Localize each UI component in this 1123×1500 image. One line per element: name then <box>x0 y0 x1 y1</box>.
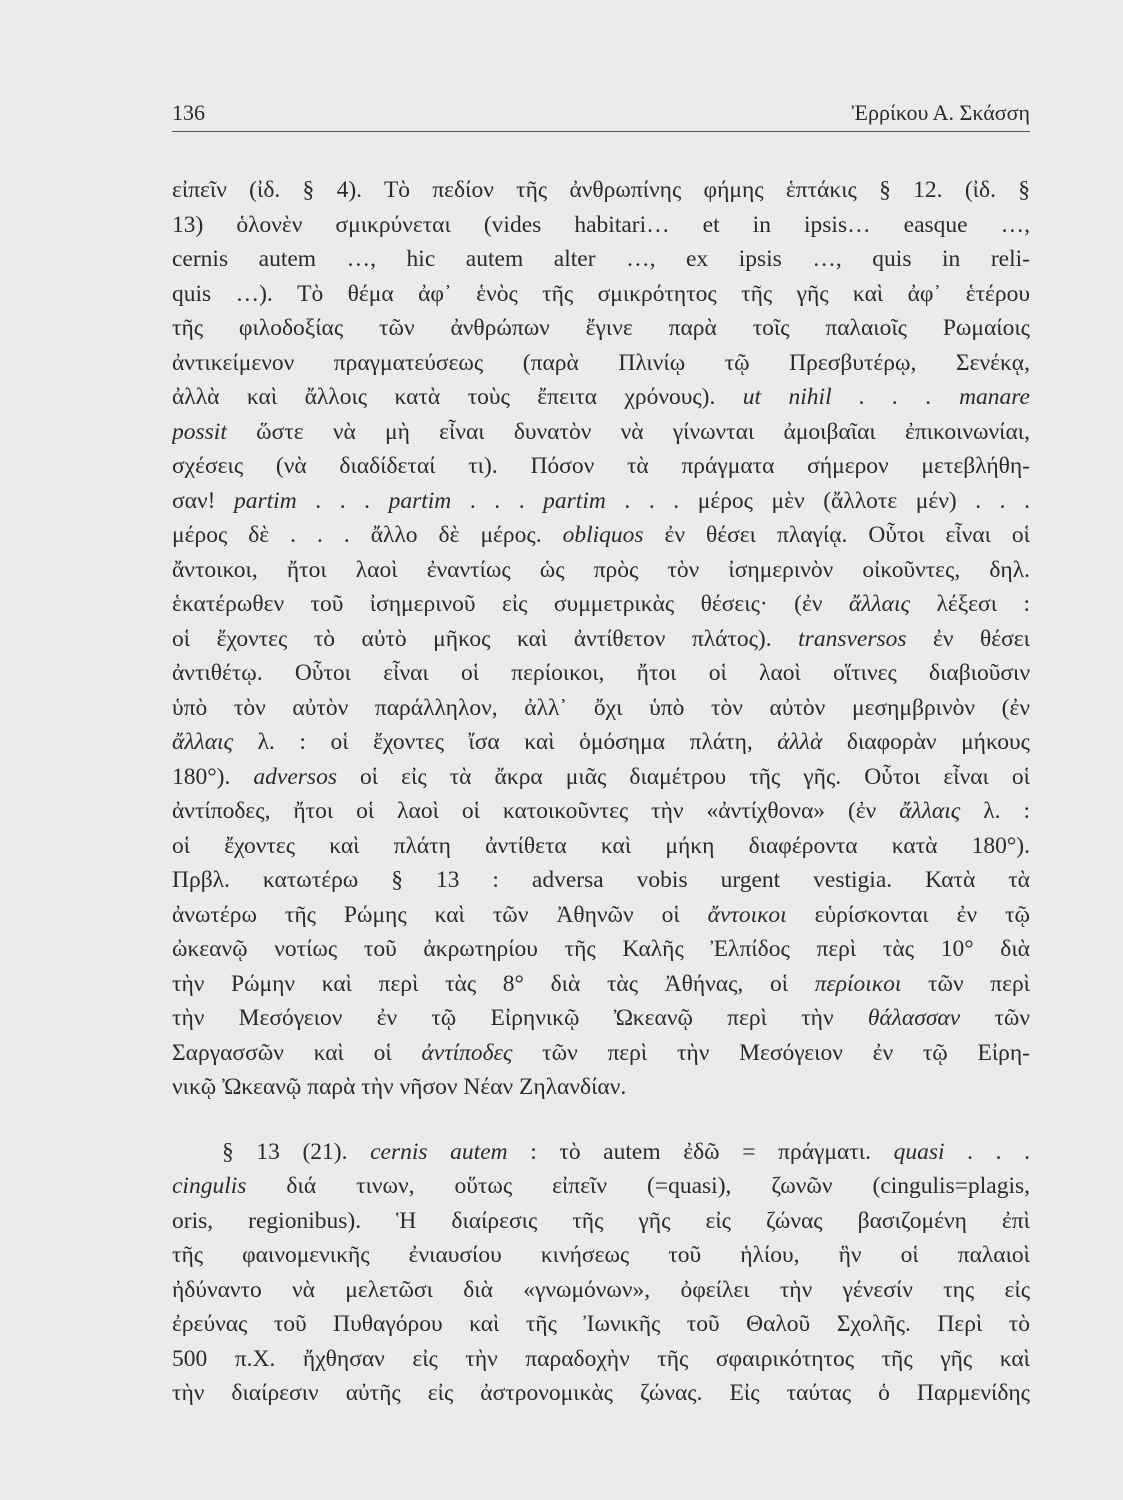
text-segment: Σαργασσῶν καὶ οἱ <box>172 1039 422 1066</box>
text-line <box>172 553 1030 588</box>
text-line <box>172 277 1030 312</box>
text-line <box>172 1376 1030 1411</box>
text-line <box>172 967 1030 1002</box>
text-line <box>172 794 1030 829</box>
text-line <box>172 1204 1030 1239</box>
text-segment: ὑπὸ τὸν αὐτὸν παράλληλον, ἀλλ᾽ ὄχι ὑπὸ τὸν αὐτὸν μεσημβρινὸν (ἐν <box>172 694 1030 721</box>
text-segment: . . . <box>451 487 544 514</box>
text-segment: cernis autem …, hic autem alter …, ex ipsis …, quis in reli- <box>172 246 1030 272</box>
text-segment: quis …). Τὸ θέμα ἀφ᾽ ἑνὸς τῆς σμικρότητος τῆς γῆς καὶ ἀφ᾽ ἑτέρου <box>172 280 1030 307</box>
paragraph <box>172 173 1030 1105</box>
text-segment: εἰπεῖν (ἰδ. § 4). Τὸ πεδίον τῆς ἀνθρωπίνης φήμης ἑπτάκις § 12. (ἰδ. § <box>172 177 1030 203</box>
text-segment: τὴν Ρώμην καὶ περὶ τὰς 8° διὰ τὰς Ἀθήνας, οἱ <box>172 970 815 997</box>
italic-text: περίοικοι <box>814 970 902 997</box>
text-segment: Πρβλ. κατωτέρω § 13 : adversa vobis urgent vestigia. Κατὰ τὰ <box>172 867 1030 893</box>
text-line <box>172 1307 1030 1342</box>
text-line <box>172 1036 1030 1071</box>
running-head: Ἐρρίκου Α. Σκάσση <box>851 100 1030 125</box>
page-number: 136 <box>172 100 205 125</box>
text-line <box>172 173 1030 208</box>
text-segment: τὴν Μεσόγειον ἐν τῷ Εἰρηνικῷ Ὠκεανῷ περὶ τὴν <box>172 1005 868 1031</box>
italic-text: cingulis <box>172 1173 247 1199</box>
italic-text: partim <box>543 487 606 514</box>
text-segment: ἠδύναντο νὰ μελετῶσι διὰ «γνωμόνων», ὀφείλει τὴν γένεσίν της εἰς <box>172 1276 1030 1303</box>
text-segment: νικῷ Ὠκεανῷ παρὰ τὴν νῆσον Νέαν Ζηλανδίαν. <box>172 1074 627 1100</box>
text-line <box>172 518 1030 553</box>
text-line <box>172 760 1030 795</box>
text-segment: oris, regionibus). Ἡ διαίρεσις τῆς γῆς εἰς ζώνας βασιζομένη ἐπὶ <box>172 1207 1030 1234</box>
text-line <box>172 380 1030 415</box>
text-segment: ἐν θέσει πλαγίᾳ. Οὗτοι εἶναι οἱ <box>643 522 1030 548</box>
page-body <box>172 173 1030 1411</box>
italic-text: ut nihil . . . manare <box>742 384 1030 410</box>
text-line <box>172 242 1030 277</box>
italic-text: quasi <box>893 1138 945 1165</box>
text-line <box>172 587 1030 622</box>
text-line <box>172 311 1030 346</box>
text-segment: σαν! <box>172 487 234 514</box>
text-line <box>172 484 1030 519</box>
text-segment: ἀντικείμενον πραγματεύσεως (παρὰ Πλινίῳ τῷ Πρεσβυτέρῳ, Σενέκᾳ, <box>172 349 1030 376</box>
text-segment: λ. : οἱ ἔχοντες ἴσα καὶ ὁμόσημα πλάτη, <box>233 729 778 755</box>
italic-text: ἄλλαις <box>848 591 911 617</box>
text-line <box>172 1001 1030 1036</box>
text-segment: τῆς φιλοδοξίας τῶν ἀνθρώπων ἔγινε παρὰ τοῖς παλαιοῖς Ρωμαίοις <box>172 315 1030 341</box>
text-segment: 180°). <box>172 763 254 790</box>
italic-text: obliquos <box>562 522 644 548</box>
text-line <box>172 1342 1030 1377</box>
text-segment: διά τινων, οὕτως εἰπεῖν (=quasi), ζωνῶν (cingulis=plagis, <box>246 1173 1030 1199</box>
text-line <box>172 622 1030 657</box>
text-segment: λ. : <box>960 798 1030 824</box>
text-segment: εὑρίσκονται ἐν τῷ <box>786 901 1030 928</box>
text-segment: ὠκεανῷ νοτίως τοῦ ἀκρωτηρίου τῆς Καλῆς Ἐλπίδος περὶ τὰς 10° διὰ <box>172 936 1030 962</box>
text-segment: οἱ ἔχοντες τὸ αὐτὸ μῆκος καὶ ἀντίθετον πλάτος). <box>172 625 799 652</box>
text-segment: μέρος δὲ . . . ἄλλο δὲ μέρος. <box>172 522 563 548</box>
text-line <box>172 1273 1030 1308</box>
italic-text: cernis autem <box>370 1138 508 1165</box>
text-segment: ἐν θέσει <box>906 625 1030 652</box>
text-segment: . . . <box>296 487 389 514</box>
italic-text: adversos <box>253 763 337 790</box>
text-segment: τῶν <box>960 1005 1030 1031</box>
text-segment: ἀντίποδες, ἤτοι οἱ λαοὶ οἱ κατοικοῦντες τὴν «ἀντίχθονα» (ἐν <box>172 798 900 824</box>
italic-text: partim <box>234 487 297 514</box>
text-segment: ἀντιθέτῳ. Οὗτοι εἶναι οἱ περίοικοι, ἤτοι οἱ λαοὶ οἵτινες διαβιοῦσιν <box>172 660 1030 686</box>
italic-text: partim <box>388 487 452 514</box>
text-segment: τῶν περὶ <box>901 970 1030 997</box>
text-line <box>172 829 1030 864</box>
text-segment: τῶν περὶ τὴν Μεσόγειον ἐν τῷ Εἰρη- <box>512 1039 1030 1066</box>
text-line <box>172 208 1030 243</box>
text-line <box>172 449 1030 484</box>
italic-text: ἀντίποδες <box>421 1039 513 1066</box>
text-line <box>172 1135 1030 1170</box>
italic-text: ἄντοικοι <box>707 901 787 928</box>
paragraph <box>172 1135 1030 1411</box>
text-line <box>172 656 1030 691</box>
text-segment: τῆς φαινομενικῆς ἐνιαυσίου κινήσεως τοῦ ἡλίου, ἣν οἱ παλαιοὶ <box>172 1242 1030 1268</box>
text-segment: οἱ ἔχοντες καὶ πλάτη ἀντίθετα καὶ μήκη διαφέροντα κατὰ 180°). <box>172 832 1030 859</box>
text-line <box>172 415 1030 450</box>
text-segment: ἀλλὰ καὶ ἄλλοις κατὰ τοὺς ἔπειτα χρόνους). <box>172 384 743 410</box>
text-segment: § 13 (21). <box>222 1138 371 1165</box>
text-segment: τὴν διαίρεσιν αὐτῆς εἰς ἀστρονομικὰς ζώνας. Εἰς ταύτας ὁ Παρμενίδης <box>172 1380 1030 1406</box>
italic-text: possit <box>172 418 227 445</box>
italic-text: ἄλλαις <box>899 798 961 824</box>
text-line <box>172 932 1030 967</box>
text-line <box>172 346 1030 381</box>
text-line <box>172 863 1030 898</box>
text-segment: 13) ὁλονὲν σμικρύνεται (vides habitari… et in ipsis… easque …, <box>172 211 1030 238</box>
italic-text: ἄλλαις <box>172 729 234 755</box>
text-line <box>172 691 1030 726</box>
text-segment: . . . μέρος μὲν (ἄλλοτε μέν) . . . <box>605 487 1030 514</box>
italic-text: ἀλλὰ <box>777 729 823 755</box>
text-segment: διαφορὰν μήκους <box>822 729 1030 755</box>
text-segment: σχέσεις (νὰ διαδίδεταί τι). Πόσον τὰ πράγματα σήμερον μετεβλήθη- <box>172 453 1030 479</box>
text-segment: ἄντοικοι, ἤτοι λαοὶ ἐναντίως ὡς πρὸς τὸν ἰσημερινὸν οἰκοῦντες, δηλ. <box>172 556 1030 583</box>
text-segment: . . . <box>944 1138 1030 1165</box>
text-segment: : τὸ autem ἐδῶ = πράγματι. <box>507 1138 894 1165</box>
text-line <box>172 1070 1030 1105</box>
header-rule <box>172 131 1030 132</box>
text-segment: ἀνωτέρω τῆς Ρώμης καὶ τῶν Ἀθηνῶν οἱ <box>172 901 708 928</box>
text-line <box>172 1169 1030 1204</box>
italic-text: transversos <box>798 625 907 652</box>
text-segment: λέξεσι : <box>910 591 1030 617</box>
italic-text: θάλασσαν <box>867 1005 961 1031</box>
text-line <box>172 1238 1030 1273</box>
page-header <box>172 100 1030 128</box>
text-line <box>172 898 1030 933</box>
text-line <box>172 725 1030 760</box>
text-segment: 500 π.Χ. ἤχθησαν εἰς τὴν παραδοχὴν τῆς σφαιρικότητος τῆς γῆς καὶ <box>172 1345 1030 1372</box>
text-segment: ἐρεύνας τοῦ Πυθαγόρου καὶ τῆς Ἰωνικῆς τοῦ Θαλοῦ Σχολῆς. Περὶ τὸ <box>172 1311 1030 1337</box>
text-segment: ἑκατέρωθεν τοῦ ἰσημερινοῦ εἰς συμμετρικὰς θέσεις· (ἐν <box>172 591 849 617</box>
text-segment: οἱ εἰς τὰ ἄκρα μιᾶς διαμέτρου τῆς γῆς. Οὗτοι εἶναι οἱ <box>336 763 1030 790</box>
text-segment: ὥστε νὰ μὴ εἶναι δυνατὸν νὰ γίνωνται ἀμοιβαῖαι ἐπικοινωνίαι, <box>226 418 1030 445</box>
